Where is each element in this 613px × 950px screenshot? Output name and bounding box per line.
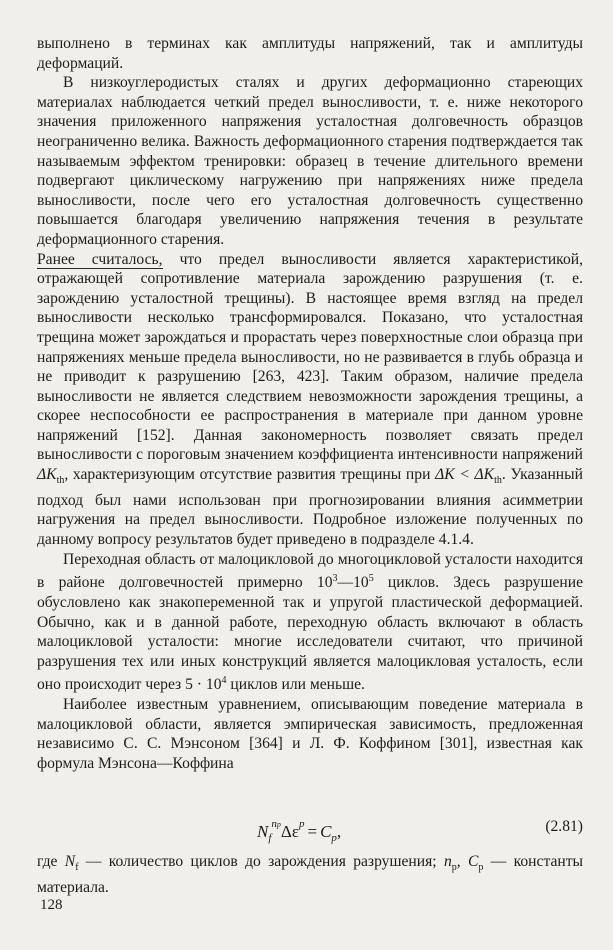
page-number: 128 [40,897,63,913]
formula-expression: $N_f^{np}\Delta\varepsilon^p = C_p$, [257,818,342,844]
paragraph-manson-coffin: Наиболее известным уравнением, описывающим поведение материала в малоцикловой области, является эмпирическая зависимость, предложенная независимо С. С. Мэнсоном [364] и Л. Ф. Коффином [301], известная как формула Мэнсона—Коффина [37,696,583,772]
paragraph-continuation: выполнено в терминах как амплитуды напряжений, так и амплитуды деформаций. [37,35,583,72]
paragraph-fatigue-limit: Ранее считалось, что предел выносливости является характеристикой, отражающей сопротивление материала зарождению разрушения (т. е. зарождению усталостной трещины). В настоящее время взгляд на предел выносливости несколько трансформировался. Показано, что усталостная трещина может зарождаться и прорастать через поверхностные слои образца при напряжениях меньше предела выносливости, но не развивается в глубь образца и не приводит к разрушению [263, 423]. Таким образом, наличие предела выносливости не является следствием невозможности зарождения трещины, а скорее неспособности ее распространения в материале при данном уровне напряжений [152]. Данная закономерность позволяет связать предел выносливости с пороговым значением коэффициента интенсивности напряжений $\Delta K_{th}$, характеризующим отсутствие развития трещины при $\Delta K < \Delta K_{th}$. Указанный подход был нами использован при прогнозировании влияния асимметрии нагружения на предел выносливости. Подробное изложение полученных по данному вопросу результатов будет приведено в подразделе 4.1.4. [37,250,583,548]
formula-legend: где $N_f$ — количество циклов до зарождения разрушения; $n_p$, $C_p$ — константы материала. [37,853,584,896]
formula-number: (2.81) [545,818,583,835]
paragraph-strain-aging: В низкоуглеродистых сталях и других деформационно стареющих материалах наблюдается четкий предел выносливости, т. е. ниже некоторого значения приложенного напряжения усталостная долговечность образцов неограниченно велика. Важность деформационного старения подтверждается так называемым эффектом тренировки: образец в течение длительного времени подвергают циклическому нагружению при напряжениях ниже предела выносливости, после чего его усталостная долговечность существенно повышается благодаря увеличению напряжения течения в результате деформационного старения. [37,74,583,248]
paragraph-transition-region: Переходная область от малоцикловой до многоцикловой усталости находится в районе долговечностей примерно $10^3—10^5$ циклов. Здесь разрушение обусловлено как знакопеременной так и упругой пластической деформацией. Обычно, как и в данной работе, переходную область включают в область малоцикловой усталости: многие исследователи считают, что причиной разрушения тех или иных конструкций является малоцикловая усталость, если оно происходит через $5 \cdot 10^4$ циклов или меньше. [37,550,584,694]
underlined-phrase: Ранее считалось, [37,250,163,268]
body-text [37,34,583,773]
formula-2-81 [37,812,583,846]
